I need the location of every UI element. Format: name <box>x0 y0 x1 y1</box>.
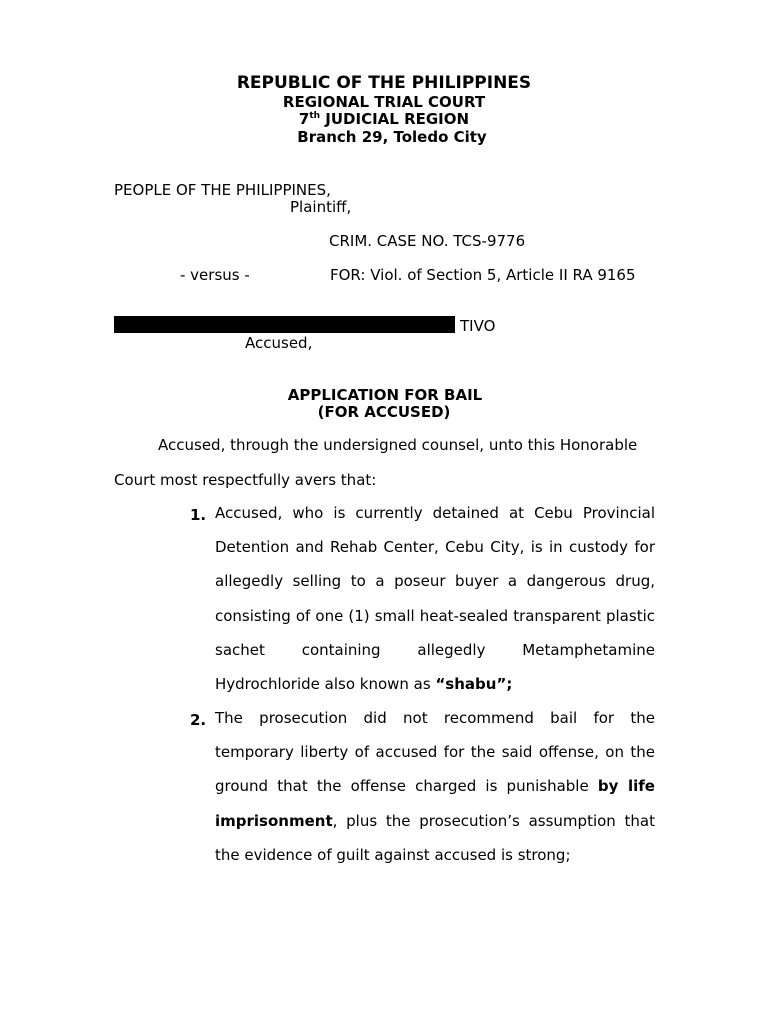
item-text-continued: , plus the prosecution’s assumption that the evidence of guilt against accused is strong; <box>215 811 655 864</box>
intro-line-1: Accused, through the undersigned counsel, unto this Honorable <box>158 436 638 454</box>
heading-region-number: 7 <box>298 110 310 128</box>
document-title: APPLICATION FOR BAIL <box>287 386 483 404</box>
heading-region <box>0 110 768 128</box>
heading-region-label: JUDICIAL REGION <box>320 110 470 128</box>
accused-label: Accused, <box>245 334 313 352</box>
heading-court: REGIONAL TRIAL COURT <box>282 93 486 111</box>
list-item <box>215 496 655 701</box>
heading-branch: Branch 29, Toledo City <box>297 128 487 146</box>
item-number: 1. <box>190 506 207 524</box>
heading-region-ordinal: th <box>309 111 321 121</box>
item-emphasis: by life imprisonment <box>215 777 655 830</box>
heading-republic: REPUBLIC OF THE PHILIPPINES <box>236 73 532 93</box>
item-text: The prosecution did not recommend bail for the temporary liberty of accused for the said offense, on the ground that the offense charged is punishable <box>215 709 655 796</box>
document-subtitle: (FOR ACCUSED) <box>317 403 451 421</box>
plaintiff-name: PEOPLE OF THE PHILIPPINES, <box>114 181 331 199</box>
accused-name-suffix: TIVO <box>460 317 496 335</box>
case-number: CRIM. CASE NO. TCS-9776 <box>329 232 526 250</box>
versus-label: - versus - <box>180 266 250 284</box>
plaintiff-label: Plaintiff, <box>290 198 352 216</box>
redaction-bar <box>114 316 455 333</box>
offense-label: FOR: Viol. of Section 5, Article II RA 9165 <box>330 266 636 284</box>
item-number: 2. <box>190 711 207 729</box>
intro-line-2: Court most respectfully avers that: <box>114 471 377 489</box>
list-item <box>215 701 655 872</box>
item-emphasis: “shabu”; <box>435 675 513 694</box>
item-text: Accused, who is currently detained at Cebu Provincial Detention and Rehab Center, Cebu City, is in custody for allegedly selling to a poseur buyer a dangerous drug, consisting of one (1) small heat-sealed transparent plastic sachet containing allegedly Metamphetamine Hydrochloride also known as <box>215 504 655 694</box>
